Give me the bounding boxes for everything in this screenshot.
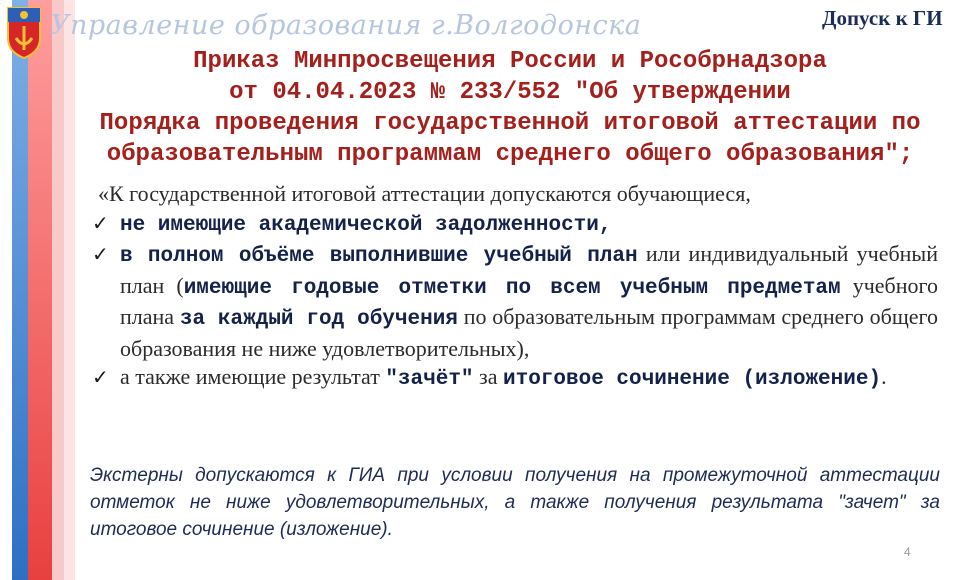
emphasis-text: "зачёт" bbox=[385, 368, 474, 391]
title-line: от 04.04.2023 № 233/552 "Об утверждении bbox=[229, 79, 791, 106]
page-number: 4 bbox=[904, 545, 911, 559]
conditions-list bbox=[90, 209, 938, 395]
title-line: Приказ Минпросвещения России и Рособрнадзора bbox=[193, 48, 827, 75]
admission-conditions bbox=[90, 180, 938, 395]
checkmark-icon: ✓ bbox=[92, 365, 109, 389]
checkmark-icon: ✓ bbox=[92, 242, 109, 266]
title-line: образовательным программам среднего общего образования"; bbox=[106, 141, 914, 168]
emphasis-text: имеющие годовые отметки по всем учебным предметам bbox=[183, 276, 841, 300]
intro-text: «К государственной итоговой аттестации допускаются обучающиеся, bbox=[98, 181, 751, 206]
slide-section-title: Допуск к ГИ bbox=[822, 6, 943, 30]
org-name-header: Управление образования г.Волгодонска bbox=[50, 10, 642, 41]
title-line: Порядка проведения государственной итоговой аттестации по bbox=[99, 110, 921, 137]
externs-note: Экстерны допускаются к ГИА при условии получения на промежуточной аттестации отметок не ниже удовлетворительных, а также получения результата "зачет" за итоговое сочинение (изложение). bbox=[90, 465, 940, 540]
checkmark-icon: ✓ bbox=[92, 210, 109, 235]
plain-text: учебного плана bbox=[120, 272, 938, 329]
plain-text: а также имеющие результат bbox=[120, 364, 386, 389]
emphasis-text: за каждый год обучения bbox=[179, 308, 458, 331]
stripe-white bbox=[0, 0, 12, 580]
stripe-red bbox=[28, 0, 52, 580]
list-item bbox=[90, 240, 938, 363]
order-title bbox=[60, 46, 960, 170]
emphasis-text: не имеющие академической задолженности, bbox=[120, 213, 612, 237]
city-emblem-icon bbox=[4, 4, 44, 60]
list-item bbox=[90, 209, 938, 241]
stripe-blue bbox=[12, 0, 28, 580]
list-item bbox=[90, 363, 938, 395]
emphasis-text: итоговое сочинение (изложение) bbox=[503, 368, 882, 391]
plain-text: по образовательным программам среднего общего образования не ниже удовлетворительных), bbox=[120, 304, 939, 361]
plain-text: . bbox=[881, 364, 887, 389]
emphasis-text: в полном объёме выполнившие учебный план bbox=[120, 245, 638, 268]
plain-text: или индивидуальный учебный план ( bbox=[120, 241, 938, 298]
plain-text: за bbox=[473, 364, 503, 389]
